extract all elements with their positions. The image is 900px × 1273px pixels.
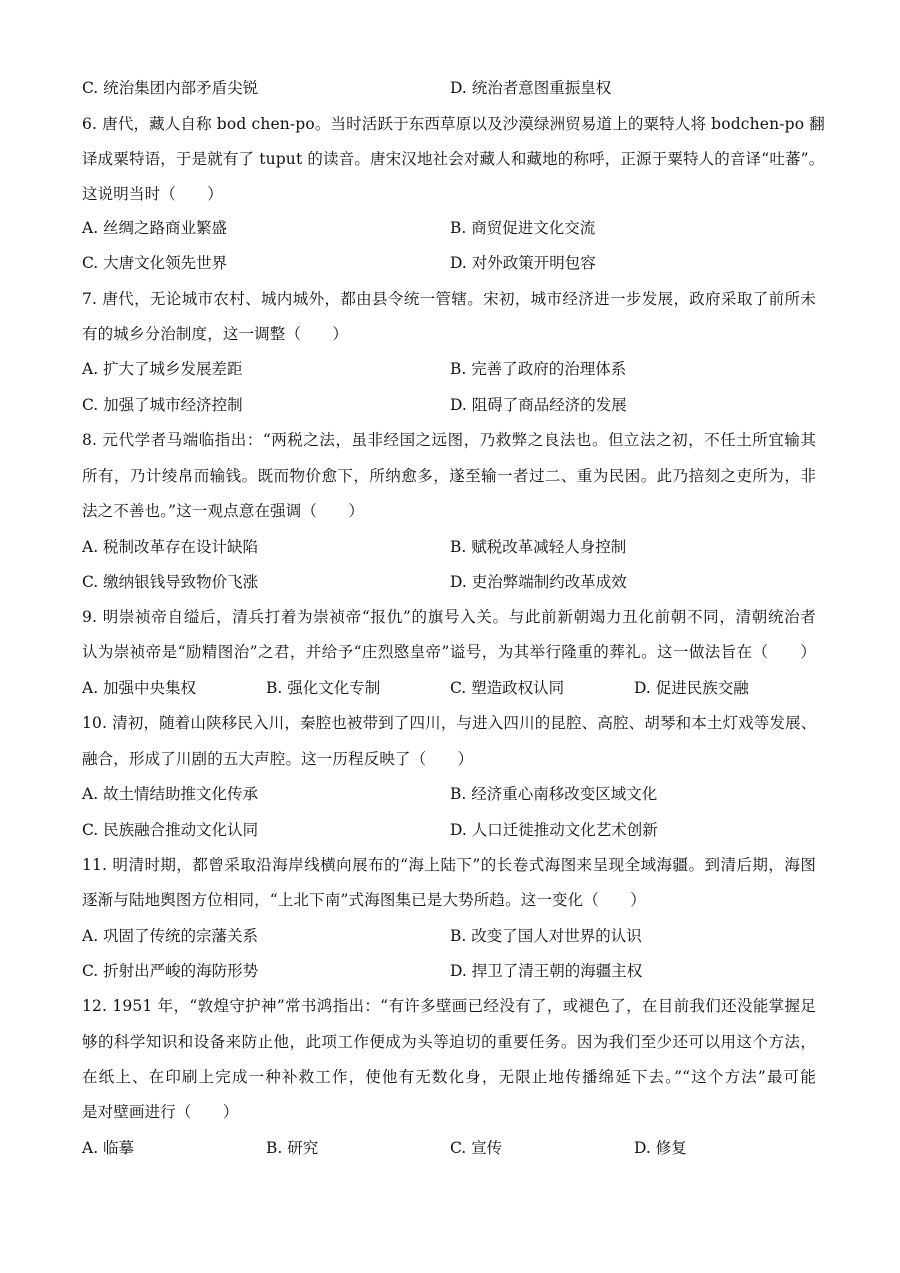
q7-option-b: B. 完善了政府的治理体系: [450, 360, 627, 378]
q8-stem-line-2: 所有，乃计绫帛而输钱。既而物价愈下，所纳愈多，遂至输一者过二、重为民困。此乃掊刻之吏所为，非: [82, 467, 816, 485]
q6-stem-line-2: 译成粟特语，于是就有了 tuput 的读音。唐宋汉地社会对藏人和藏地的称呼，正源于粟特人的音译“吐蕃”。: [82, 150, 825, 168]
q8-option-c: C. 缴纳银钱导致物价飞涨: [82, 573, 259, 591]
q12-stem-line-4: 是对壁画进行（ ）: [82, 1103, 239, 1121]
q12-option-c: C. 宣传: [450, 1139, 503, 1157]
q7-stem-line-1: 7. 唐代，无论城市农村、城内城外，都由县令统一管辖。宋初，城市经济进一步发展，政府采取了前所未: [82, 290, 816, 308]
q10-option-a: A. 故土情结助推文化传承: [82, 785, 259, 803]
q5-option-c: C. 统治集团内部矛盾尖锐: [82, 79, 259, 97]
q8-option-b: B. 赋税改革减轻人身控制: [450, 538, 627, 556]
q12-option-d: D. 修复: [634, 1139, 687, 1157]
q9-option-b: B. 强化文化专制: [266, 679, 381, 697]
q8-option-d: D. 吏治弊端制约改革成效: [450, 573, 627, 591]
q9-option-a: A. 加强中央集权: [82, 679, 197, 697]
q12-stem-line-3: 在纸上、在印刷上完成一种补救工作，使他有无数化身，无限止地传播绵延下去。”“这个方法”最可能: [82, 1068, 816, 1086]
q6-option-d: D. 对外政策开明包容: [450, 254, 596, 272]
q9-stem-line-2: 认为崇祯帝是“励精图治”之君，并给予“庄烈愍皇帝”谥号，为其举行隆重的葬礼。这一做法旨在（ ）: [82, 643, 816, 661]
q6-option-b: B. 商贸促进文化交流: [450, 219, 596, 237]
q6-option-a: A. 丝绸之路商业繁盛: [82, 219, 228, 237]
q7-option-d: D. 阻碍了商品经济的发展: [450, 396, 627, 414]
q7-option-c: C. 加强了城市经济控制: [82, 396, 243, 414]
q11-option-b: B. 改变了国人对世界的认识: [450, 927, 642, 945]
q10-stem-line-1: 10. 清初，随着山陕移民入川，秦腔也被带到了四川，与进入四川的昆腔、高腔、胡琴和本土灯戏等发展、: [82, 714, 817, 732]
q12-option-a: A. 临摹: [82, 1139, 135, 1157]
q9-option-d: D. 促进民族交融: [634, 679, 749, 697]
q10-option-d: D. 人口迁徙推动文化艺术创新: [450, 821, 658, 839]
q8-stem-line-3: 法之不善也。”这一观点意在强调（ ）: [82, 502, 365, 520]
q8-option-a: A. 税制改革存在设计缺陷: [82, 538, 259, 556]
q10-option-c: C. 民族融合推动文化认同: [82, 821, 259, 839]
q11-option-c: C. 折射出严峻的海防形势: [82, 962, 259, 980]
q7-stem-line-2: 有的城乡分治制度，这一调整（ ）: [82, 325, 349, 343]
q6-stem-line-3: 这说明当时（ ）: [82, 185, 223, 203]
q11-stem-line-2: 逐渐与陆地舆图方位相同，“上北下南”式海图集已是大势所趋。这一变化（ ）: [82, 891, 646, 909]
q11-stem-line-1: 11. 明清时期，都曾采取沿海岸线横向展布的“海上陆下”的长卷式海图来呈现全域海疆。到清后期，海图: [82, 856, 816, 874]
q12-stem-line-1: 12. 1951 年，“敦煌守护神”常书鸿指出：“有许多壁画已经没有了，或褪色了，在目前我们还没能掌握足: [82, 997, 816, 1015]
q10-stem-line-2: 融合，形成了川剧的五大声腔。这一历程反映了（ ）: [82, 750, 474, 768]
q12-option-b: B. 研究: [266, 1139, 319, 1157]
q9-stem-line-1: 9. 明崇祯帝自缢后，清兵打着为崇祯帝“报仇”的旗号入关。与此前新朝竭力丑化前朝不同，清朝统治者: [82, 608, 816, 626]
q9-option-c: C. 塑造政权认同: [450, 679, 565, 697]
q5-option-d: D. 统治者意图重振皇权: [450, 79, 612, 97]
q10-option-b: B. 经济重心南移改变区域文化: [450, 785, 658, 803]
q8-stem-line-1: 8. 元代学者马端临指出：“两税之法，虽非经国之远图，乃救弊之良法也。但立法之初，不任土所宜输其: [82, 431, 816, 449]
q7-option-a: A. 扩大了城乡发展差距: [82, 360, 243, 378]
q11-option-a: A. 巩固了传统的宗藩关系: [82, 927, 259, 945]
q6-stem-line-1: 6. 唐代，藏人自称 bod chen-po。当时活跃于东西草原以及沙漠绿洲贸易道上的粟特人将 bodchen-po 翻: [82, 115, 825, 133]
q6-option-c: C. 大唐文化领先世界: [82, 254, 228, 272]
q12-stem-line-2: 够的科学知识和设备来防止他，此项工作便成为头等迫切的重要任务。因为我们至少还可以用这个方法，: [82, 1033, 816, 1051]
q11-option-d: D. 捍卫了清王朝的海疆主权: [450, 962, 643, 980]
